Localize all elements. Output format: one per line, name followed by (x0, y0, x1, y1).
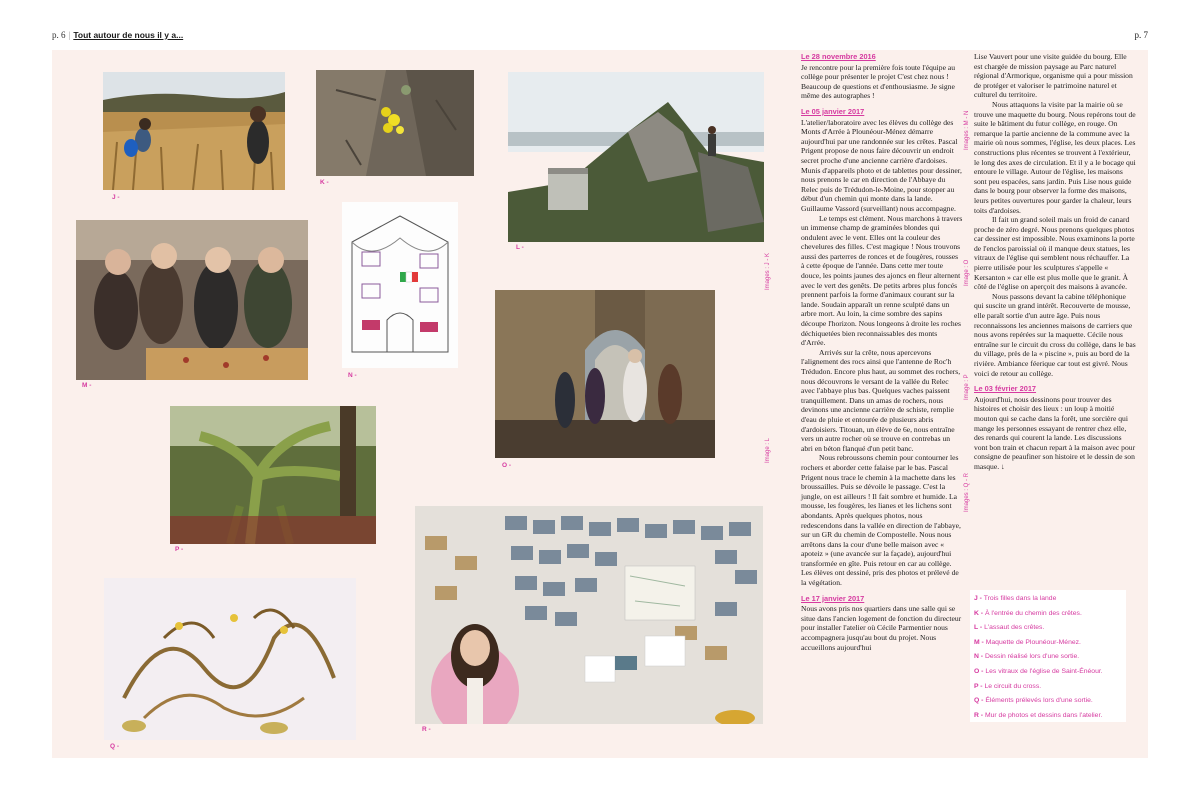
legend-letter: R - (974, 711, 984, 719)
legend-letter: N - (974, 653, 984, 661)
col2-paragraph: Nous passons devant la cabine téléphonique qui suscite un grand intérêt. Recouverte de mousse, elle paraît sortie d'un autre âge. Puis nous reconnaissons les anciennes maisons de carriers que nous avons repérées sur la maquette. Cécile nous entraîne sur le circuit du cross du collège, dans le bas du village, près de la « piscine », puis au bord de la rivière. Ambiance féerique car tout est givré. Nous voici de retour au collège. (974, 291, 1136, 378)
legend-letter: L - (974, 624, 983, 632)
legend-letter: O - (974, 667, 984, 675)
photo-o (495, 290, 715, 458)
col1-date-heading: Le 17 janvier 2017 (801, 593, 865, 603)
legend-text: Le circuit du cross. (984, 682, 1042, 690)
vertical-label-mn: Images : M - N (964, 110, 970, 150)
legend-letter: K - (974, 609, 984, 617)
col1-paragraph: Je rencontre pour la première fois toute l'équipe au collège pour présenter le projet C'est chez nous ! Beaucoup de questions et d'enthousiasme. Je signe même des autographes ! (801, 62, 956, 101)
legend-item (974, 694, 1122, 709)
legend-item (974, 621, 1122, 636)
legend-item (974, 709, 1122, 724)
photo-r-letter: R - (422, 726, 431, 733)
legend-letter: Q - (974, 697, 984, 705)
legend-item (974, 650, 1122, 665)
page-header (0, 30, 1200, 44)
section-title: Tout autour de nous il y a... (73, 30, 184, 40)
col1-paragraph: Arrivés sur la crête, nous apercevons l'alignement des rocs ainsi que l'antenne de Roc'h Trédudon. Encore plus haut, au sommet des rochers, nous découvrons le versant de la vallée du Relec avec l'abbaye plus bas. Quelques vaches paissent tranquillement. Dans un amas de rochers, nous devinons une ancienne carrière de schiste, remplie d'eau de pluie et entourée de plusieurs abris d'ardoisiers. Titouan, un élève de 6e, nous entraîne vers un autre rocher où se trouve en contrebas un abri en béton flanqué d'un petit banc. (801, 347, 961, 453)
legend-text: À l'entrée du chemin des crêtes. (984, 609, 1082, 617)
photo-k-letter: K - (320, 179, 329, 186)
col2-paragraph: Aujourd'hui, nous dessinons pour trouver des histoires et choisir des lieux : un loup à moitié mouton qui se cache dans la forêt, une sorcière qui mange les personnes essayant de rentrer chez elle, des renards qui courent la lande. Les discussions vont bon train et chacun repart à la maison avec pour consigne de peaufiner son histoire et le dessin de son masque. ↓ (974, 394, 1136, 471)
photo-n-letter: N - (348, 372, 357, 379)
col2-date-heading: Le 03 février 2017 (974, 384, 1037, 394)
legend-letter: P - (974, 682, 983, 690)
legend-text: L'assaut des crêtes. (984, 624, 1045, 632)
photo-m (76, 220, 308, 380)
photo-o-letter: O - (502, 462, 512, 469)
vertical-label-p: Image : P (964, 374, 970, 400)
col2-paragraph: Lise Vauvert pour une visite guidée du bourg. Elle est chargée de mission paysage au Parc naturel régional d'Armorique, organisme qui a pour mission de protéger et valoriser le patrimoine naturel et culturel du territoire. (974, 52, 1133, 100)
left-page-header (52, 30, 183, 40)
legend-text: Les vitraux de l'église de Saint-Énéour. (985, 667, 1103, 675)
photo-q (104, 578, 356, 740)
vertical-label-o: Image : O (964, 259, 970, 286)
vertical-label-qr: Images : Q - R (964, 472, 970, 512)
col1-date-heading: Le 28 novembre 2016 (801, 52, 876, 61)
photo-k (316, 70, 474, 176)
legend-text: Trois filles dans la lande (983, 595, 1057, 602)
col2-paragraph: Nous attaquons la visite par la mairie où se trouve une maquette du bourg. Nous repérons tout de suite le bâtiment du futur collège, en rouge. On remarque la partie ancienne de la commune avec la mairie où nous sommes, l'église, les deux places. Les constructions plus récentes se trouvent à l'extérieur, le long des axes de circulation. Et il y a le bocage qui entoure le village. Autour de l'église, les maisons sont peu espacées, sans jardin. Puis Lise nous guide dans le bourg pour observer la forme des maisons, leurs petites ouvertures pour garder la chaleur, leurs toits d'ardoises. (974, 99, 1136, 215)
photo-m-letter: M - (82, 382, 92, 389)
legend-item (974, 636, 1122, 651)
col1-paragraph: Nous rebroussons chemin pour contourner les rochers et aborder cette falaise par le bas. Pascal Prigent nous trace le chemin à la machette dans les broussailles. Puis se dévoile le passage. C'est la jungle, on est ailleurs ! Il fait sombre et humide. La mousse, les fougères, les lianes et les lichens sont abondants. Après quelques photos, nous redescendons dans la vallée en direction de l'abbaye, sur un GR du chemin de Compostelle. Nous nous arrêtons dans la cour d'une belle maison avec « apoteiz » (une avancée sur la façade), aujourd'hui transformée en gîte. Puis retour en car au collège. Les élèves ont dessiné, pris des photos et prélevé de la végétation. (801, 453, 961, 588)
vertical-label-l: Image : L (765, 437, 771, 463)
col1-date-heading: Le 05 janvier 2017 (801, 106, 865, 116)
legend-text: Maquette de Plounéour-Ménez. (985, 638, 1081, 646)
legend-text: Dessin réalisé lors d'une sortie. (984, 653, 1080, 661)
photo-j-letter: J - (112, 194, 120, 201)
photo-legend (970, 590, 1126, 722)
legend-item (974, 665, 1122, 680)
legend-letter: M - (974, 638, 984, 646)
col1-paragraph: Nous avons pris nos quartiers dans une salle qui se situe dans l'ancien logement de fonction du directeur pour installer l'atelier où Cécile Parmentier nous accompagnera jusqu'au bout du projet. Nous accueillons aujourd'hui (801, 604, 962, 652)
legend-text: Éléments prélevés lors d'une sortie. (985, 697, 1093, 705)
left-page-number: p. 6 (52, 30, 66, 40)
legend-item (974, 680, 1122, 695)
photo-j (103, 72, 285, 190)
photo-r (415, 506, 763, 724)
photo-p (170, 406, 376, 544)
legend-text: Mur de photos et dessins dans l'atelier. (984, 711, 1103, 719)
col1-paragraph: L'atelier/laboratoire avec les élèves du collège des Monts d'Arrée à Plounéour-Ménez démarre aujourd'hui par une randonnée sur les crêtes. Pascal Prigent propose de nous faire découvrir un endroit secret proche d'une ancienne carrière d'ardoises. Munis d'appareils photo et de tablettes pour dessiner, nous prenons le car en direction de l'Abbaye du Relec puis de Trédudon-le-Moine, pour stopper au début d'un chemin qui monte dans la lande. Guillaume Vassord (surveillant) nous accompagne. (801, 117, 962, 213)
col2-paragraph: Il fait un grand soleil mais un froid de canard proche de zéro degré. Nous prenons quelques photos car dessiner est impossible. Nous examinons la porte de l'enclos paroissial où il manque deux statues, les vitraux de l'église qui semblent nous réchauffer. La pierre utilisée pour les sculptures s'appelle « Kersanton » car elle est plus molle que le granit. À côté de l'église on aperçoit des maisons à avancée. (974, 215, 1135, 292)
photo-l-letter: L - (516, 244, 524, 251)
legend-item (974, 592, 1122, 607)
legend-letter: J - (974, 595, 982, 602)
photo-n (342, 202, 458, 368)
legend-item (974, 607, 1122, 622)
header-separator: | (68, 30, 71, 40)
text-column-left (801, 52, 963, 652)
right-page-number: p. 7 (1134, 30, 1148, 40)
text-column-right (974, 52, 1136, 472)
col1-paragraph: Le temps est clément. Nous marchons à travers un immense champ de graminées blondes qui ondulent avec le vent. Elles ont la couleur des chevelures des filles. C'est magique ! Nous trouvons aussi des parterres de ronces et de fougères, rousses à cette époque de l'année. Dans cette mer toute douce, les points jaunes des ajoncs en fleur alternent avec le vert des genêts. De petits arbres plus foncés prennent parfois la forme d'animaux courant sur la lande. Soudain apparaît un renne sculpté dans un arbre mort. Au loin, la cime sombre des sapins découpe l'horizon. Nous longeons à droite les roches déchiquetées bien reconnaissables des monts d'Arrée. (801, 213, 963, 348)
photo-q-letter: Q - (110, 743, 120, 750)
photo-l (508, 72, 764, 242)
photo-p-letter: P - (175, 546, 184, 553)
vertical-label-jk: Images : J - K (765, 252, 771, 290)
